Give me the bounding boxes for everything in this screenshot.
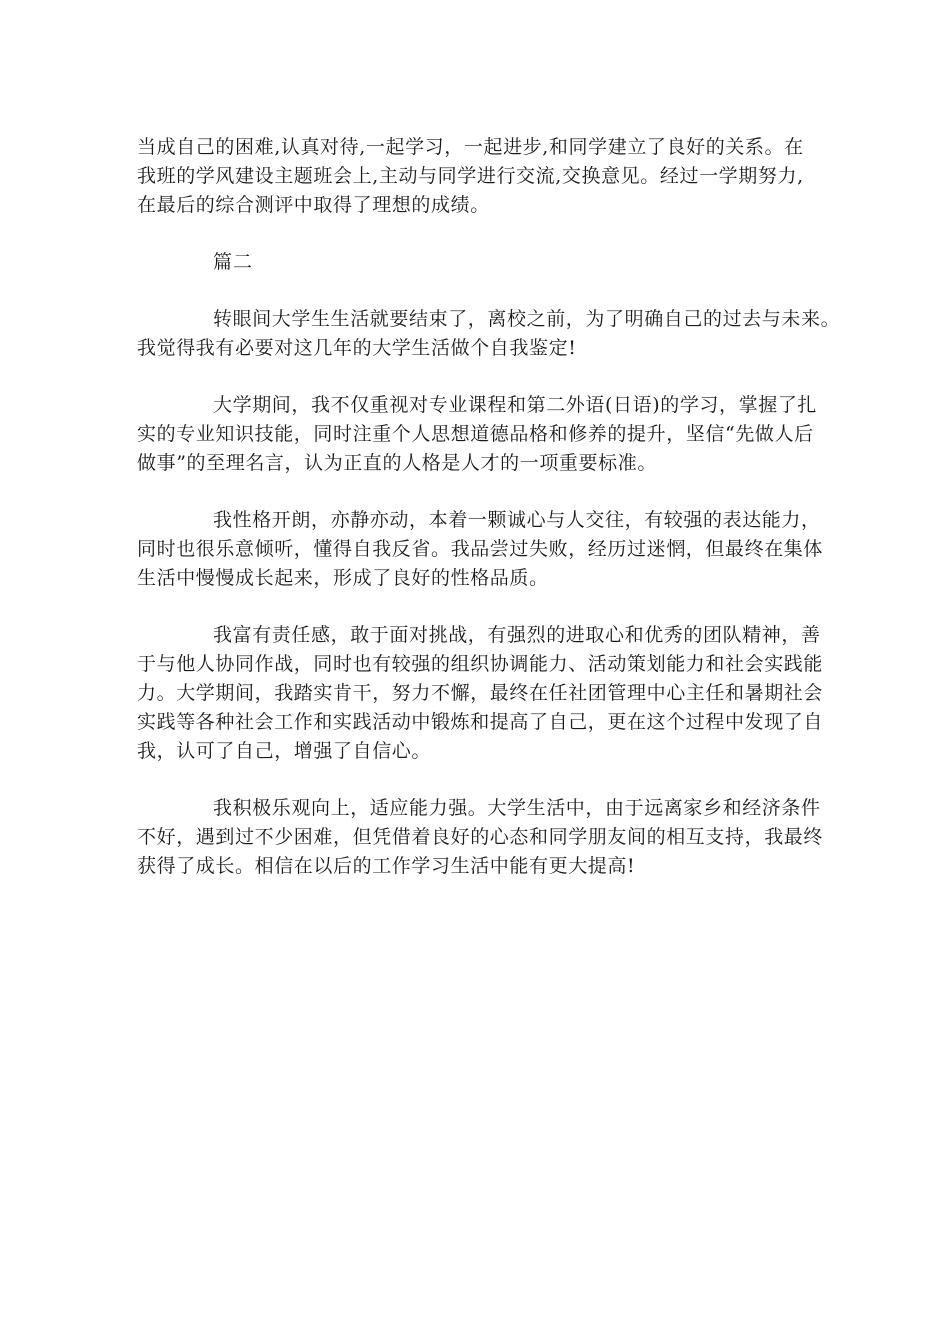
text-line: 我积极乐观向上，适应能力强。大学生活中，由于远离家乡和经济条件 xyxy=(213,797,821,819)
text-line: 我富有责任感，敢于面对挑战，有强烈的进取心和优秀的团队精神，善 xyxy=(213,624,821,646)
text-line: 同时也很乐意倾听，懂得自我反省。我品尝过失败，经历过迷惘，但最终在集体 xyxy=(137,538,824,560)
text-line: 获得了成长。相信在以后的工作学习生活中能有更大提高! xyxy=(137,855,636,877)
text-line: 不好，遇到过不少困难，但凭借着良好的心态和同学朋友间的相互支持，我最终 xyxy=(137,826,824,848)
text-line: 当成自己的困难,认真对待,一起学习，一起进步,和同学建立了良好的关系。在 xyxy=(137,136,804,158)
text-line: 我班的学风建设主题班会上,主动与同学进行交流,交换意见。经过一学期努力, xyxy=(137,165,804,187)
text-line: 我，认可了自己，增强了自信心。 xyxy=(137,740,432,762)
text-line: 生活中慢慢成长起来，形成了良好的性格品质。 xyxy=(137,567,549,589)
paragraph-4 xyxy=(137,621,824,766)
text-line: 于与他人协同作战，同时也有较强的组织协调能力、活动策划能力和社会实践能 xyxy=(137,653,824,675)
paragraph-1 xyxy=(137,305,841,363)
paragraph-2 xyxy=(137,391,817,478)
text-line: 力。大学期间，我踏实肯干，努力不懈，最终在任社团管理中心主任和暑期社会 xyxy=(137,682,824,704)
document-body xyxy=(137,133,841,909)
text-line: 我性格开朗，亦静亦动，本着一颗诚心与人交往，有较强的表达能力， xyxy=(213,509,821,531)
text-line: 在最后的综合测评中取得了理想的成绩。 xyxy=(137,194,490,216)
paragraph-3 xyxy=(137,506,824,593)
text-line: 我觉得我有必要对这几年的大学生活做个自我鉴定! xyxy=(137,337,577,359)
text-line: 实的专业知识技能，同时注重个人思想道德品格和修养的提升，坚信“先做人后 xyxy=(137,423,814,445)
continuation-paragraph xyxy=(137,133,817,220)
text-line: 大学期间，我不仅重视对专业课程和第二外语(日语)的学习，掌握了扎 xyxy=(213,394,818,416)
text-line: 实践等各种社会工作和实践活动中锻炼和提高了自己，更在这个过程中发现了自 xyxy=(137,711,824,733)
text-line: 转眼间大学生生活就要结束了，离校之前，为了明确自己的过去与未来。 xyxy=(213,308,841,330)
paragraph-5 xyxy=(137,794,824,881)
text-line: 做事”的至理名言，认为正直的人格是人才的一项重要标准。 xyxy=(137,452,657,474)
section-heading: 篇二 xyxy=(213,251,254,273)
